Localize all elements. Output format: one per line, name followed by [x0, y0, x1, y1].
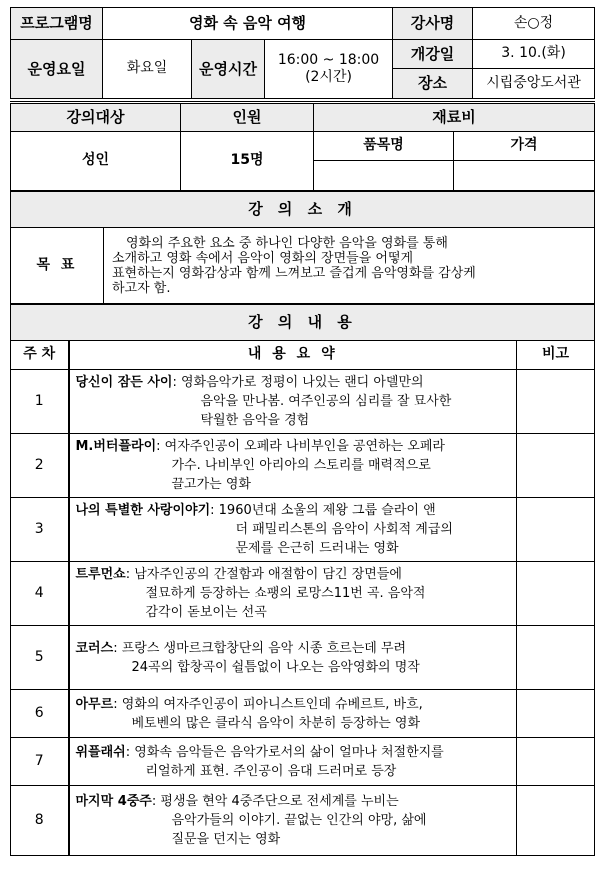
- info-table: [10, 101, 595, 191]
- film-title: 당신이 잠든 사이: [75, 375, 173, 390]
- goal-line: 영화의 주요한 요소 중 하나인 다양한 음악을 영화를 통해: [126, 235, 448, 251]
- intro-table: [10, 191, 595, 304]
- week-number: 1: [11, 370, 69, 434]
- time-range: 16:00 ~ 18:00: [277, 51, 380, 68]
- program-name-label: 프로그램명: [11, 8, 103, 40]
- content-table: [10, 304, 595, 856]
- week-number: 8: [11, 786, 69, 856]
- week-number: 7: [11, 738, 69, 786]
- instructor-label: 강사명: [393, 8, 473, 40]
- film-title: 나의 특별한 사랑이야기: [75, 503, 211, 518]
- film-title: 아무르: [75, 696, 114, 712]
- day-label: 운영요일: [11, 40, 103, 99]
- day-value: 화요일: [103, 40, 192, 99]
- price-value: [454, 161, 595, 191]
- week-note: [517, 370, 595, 434]
- item-value: [314, 161, 454, 191]
- week-note: [517, 434, 595, 498]
- goal-label: 목 표: [11, 228, 104, 304]
- table-row: [11, 626, 595, 690]
- week-number: 5: [11, 626, 69, 690]
- week-note: [517, 562, 595, 626]
- table-row: [11, 370, 595, 434]
- header-table: [10, 7, 595, 99]
- film-title: 트루먼쇼: [75, 567, 126, 582]
- week-summary: 당신이 잠든 사이: 영화음악가로 정평이 나있는 랜디 아델만의 음악을 만나봄. 여주인공의 심리를 잘 묘사한 탁월한 음악을 경험: [69, 370, 517, 434]
- time-duration: (2시간): [305, 69, 352, 85]
- place-label: 장소: [393, 69, 473, 99]
- lecture-plan-document: [10, 7, 594, 856]
- week-note: [517, 738, 595, 786]
- week-note: [517, 690, 595, 738]
- week-number: 3: [11, 498, 69, 562]
- instructor-name: 손○정: [473, 8, 595, 40]
- film-title: 마지막 4중주: [75, 794, 152, 809]
- film-title: 위플래쉬: [75, 744, 126, 760]
- table-row: [11, 786, 595, 856]
- week-number: 2: [11, 434, 69, 498]
- time-value: [265, 40, 393, 99]
- week-note: [517, 786, 595, 856]
- goal-line: 하고자 함.: [112, 280, 171, 296]
- week-summary: 위플래쉬: 영화속 음악들은 음악가로서의 삶이 얼마나 처절한지를 리얼하게 표현. 주인공이 음대 드러머로 등장: [69, 738, 517, 786]
- count-label: 인원: [181, 103, 314, 132]
- film-title: 코러스: [75, 640, 114, 656]
- item-label: 품목명: [314, 132, 454, 161]
- open-date-label: 개강일: [393, 40, 473, 69]
- week-summary: 트루먼쇼: 남자주인공의 간절함과 애절함이 담긴 장면들에 절묘하게 등장하는 쇼팽의 로망스11번 곡. 음악적 감각이 돋보이는 선곡: [69, 562, 517, 626]
- target-value: 성인: [11, 132, 181, 191]
- col-note: 비고: [517, 341, 595, 370]
- week-summary: 아무르: 영화의 여자주인공이 피아니스트인데 슈베르트, 바흐, 베토벤의 많은 클라식 음악이 차분히 등장하는 영화: [69, 690, 517, 738]
- week-note: [517, 626, 595, 690]
- table-row: [11, 562, 595, 626]
- goal-line: 표현하는지 영화감상과 함께 느껴보고 즐겁게 음악영화를 감상케: [112, 265, 476, 281]
- material-label: 재료비: [314, 103, 595, 132]
- target-label: 강의대상: [11, 103, 181, 132]
- week-summary: 코러스: 프랑스 생마르크합창단의 음악 시종 흐르는데 무려 24곡의 합창곡이 쉴틈없이 나오는 음악영화의 명작: [69, 626, 517, 690]
- col-week: 주 차: [11, 341, 69, 370]
- week-number: 4: [11, 562, 69, 626]
- count-value: 15명: [181, 132, 314, 191]
- price-label: 가격: [454, 132, 595, 161]
- week-note: [517, 498, 595, 562]
- table-row: [11, 690, 595, 738]
- week-summary: 나의 특별한 사랑이야기: 1960년대 소울의 제왕 그룹 슬라이 앤 더 패밀리스톤의 음악이 사회적 계급의 문제를 은근히 드러내는 영화: [69, 498, 517, 562]
- place-value: 시립중앙도서관: [473, 69, 595, 99]
- table-row: [11, 738, 595, 786]
- goal-text: [104, 228, 595, 304]
- week-summary: M.버터플라이: 여자주인공이 오페라 나비부인을 공연하는 오페라 가수. 나비부인 아리아의 스토리를 매력적으로 끌고가는 영화: [69, 434, 517, 498]
- table-row: [11, 434, 595, 498]
- table-row: [11, 498, 595, 562]
- film-title: M.버터플라이: [75, 439, 157, 454]
- col-summary: 내 용 요 약: [69, 341, 517, 370]
- week-number: 6: [11, 690, 69, 738]
- program-name: 영화 속 음악 여행: [103, 8, 393, 40]
- content-title: 강 의 내 용: [11, 305, 595, 341]
- intro-title: 강 의 소 개: [11, 192, 595, 228]
- time-label: 운영시간: [192, 40, 265, 99]
- open-date-value: 3. 10.(화): [473, 40, 595, 69]
- week-summary: 마지막 4중주: 평생을 현악 4중주단으로 전세계를 누비는 음악가들의 이야기. 끝없는 인간의 야망, 삶에 질문을 던지는 영화: [69, 786, 517, 856]
- goal-line: 소개하고 영화 속에서 음악이 영화의 장면들을 어떻게: [112, 250, 414, 266]
